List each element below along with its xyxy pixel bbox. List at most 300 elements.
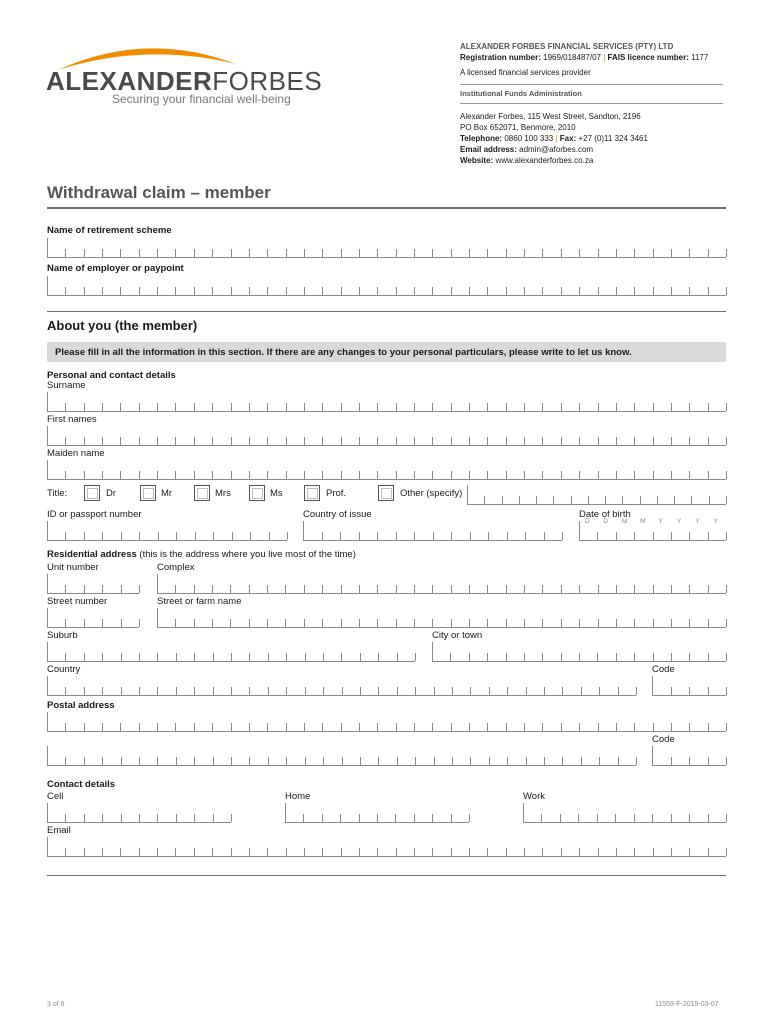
comb-divider [708,687,709,695]
comb-divider [286,437,287,445]
comb-divider [487,619,488,627]
comb-divider [488,532,489,540]
comb-divider [249,687,250,695]
comb-divider [524,287,525,295]
comb-divider [286,471,287,479]
comb-divider [708,437,709,445]
title-mr-label: Mr [161,488,173,499]
comb-divider [249,437,250,445]
id-number-label: ID or passport number [47,509,142,520]
comb-divider [553,496,554,504]
comb-divider [542,848,543,856]
comb-divider [469,814,470,822]
comb-divider [451,585,452,593]
company-division: Institutional Funds Administration [460,89,582,98]
comb-divider [212,848,213,856]
work-label: Work [523,791,545,802]
comb-divider [432,287,433,295]
comb-divider [249,723,250,731]
comb-divider [304,403,305,411]
comb-divider [524,403,525,411]
comb-divider [120,287,121,295]
comb-divider [652,814,653,822]
comb-divider [487,403,488,411]
comb-divider [689,437,690,445]
contact-heading: Contact details [47,779,116,790]
company-telephone: Telephone: 0860 100 333 | Fax: +27 (0)11 324 3461 [460,134,648,143]
comb-divider [506,848,507,856]
comb-divider [120,471,121,479]
comb-divider [304,287,305,295]
company-website: Website: www.alexanderforbes.co.za [460,156,594,165]
comb-divider [102,532,103,540]
comb-divider [653,848,654,856]
comb-divider [726,848,727,856]
comb-divider [359,814,360,822]
comb-divider [65,437,66,445]
scheme-name-field[interactable] [47,238,726,258]
comb-divider [470,687,471,695]
comb-divider [653,532,654,540]
comb-divider [451,619,452,627]
first-names-field[interactable] [47,426,726,446]
comb-divider [249,403,250,411]
comb-divider [322,287,323,295]
comb-divider [212,585,213,593]
comb-divider [726,532,727,540]
comb-divider [175,249,176,257]
dob-hint-letter: D [585,518,590,525]
comb-divider [689,471,690,479]
comb-divider [286,653,287,661]
comb-divider [377,287,378,295]
comb-divider [102,437,103,445]
comb-divider [231,687,232,695]
comb-divider [506,287,507,295]
comb-divider [212,619,213,627]
comb-divider [726,287,727,295]
comb-divider [157,653,158,661]
comb-divider [598,249,599,257]
comb-divider [598,437,599,445]
comb-divider [268,757,269,765]
comb-divider [689,757,690,765]
comb-divider [415,757,416,765]
comb-divider [102,403,103,411]
comb-divider [341,249,342,257]
comb-divider [433,532,434,540]
comb-divider [726,437,727,445]
comb-divider [194,249,195,257]
comb-divider [102,471,103,479]
comb-divider [213,653,214,661]
comb-divider [579,585,580,593]
comb-divider [434,687,435,695]
comb-divider [708,848,709,856]
title-dr-checkbox[interactable] [84,485,100,501]
comb-divider [342,687,343,695]
complex-field[interactable] [157,574,726,594]
comb-divider [359,585,360,593]
comb-divider [689,403,690,411]
dob-hint-letter: M [640,518,646,525]
comb-divider [359,532,360,540]
comb-divider [726,471,727,479]
comb-divider [139,471,140,479]
comb-divider [157,687,158,695]
comb-divider [120,723,121,731]
id-number-field[interactable] [47,521,287,541]
suburb-field[interactable] [47,642,415,662]
company-name: ALEXANDER FORBES FINANCIAL SERVICES (PTY) LTD [460,42,674,51]
comb-divider [616,249,617,257]
comb-divider [267,437,268,445]
comb-divider [65,287,66,295]
comb-divider [616,653,617,661]
comb-divider [671,848,672,856]
comb-divider [616,287,617,295]
comb-divider [194,687,195,695]
country-field[interactable] [47,676,636,696]
comb-divider [689,653,690,661]
comb-divider [689,848,690,856]
comb-divider [708,814,709,822]
comb-divider [450,653,451,661]
postal-line-2-field[interactable] [47,746,636,766]
comb-divider [562,687,563,695]
comb-divider [65,723,66,731]
comb-divider [249,249,250,257]
comb-divider [636,757,637,765]
comb-divider [674,496,675,504]
comb-divider [469,723,470,731]
comb-divider [487,848,488,856]
comb-divider [671,437,672,445]
comb-divider [84,287,85,295]
comb-divider [304,249,305,257]
comb-divider [506,437,507,445]
city-field[interactable] [432,642,726,662]
title-label: Title: [47,488,68,499]
comb-divider [359,471,360,479]
comb-divider [194,723,195,731]
comb-divider [616,723,617,731]
comb-divider [578,814,579,822]
comb-divider [708,287,709,295]
street-number-label: Street number [47,596,108,607]
comb-divider [708,619,709,627]
comb-divider [139,249,140,257]
comb-divider [65,403,66,411]
comb-divider [598,619,599,627]
dob-hint-letter: Y [695,518,700,525]
comb-divider [396,437,397,445]
home-field[interactable] [285,803,469,823]
dob-hint-letter: Y [713,518,718,525]
comb-divider [470,532,471,540]
employer-label: Name of employer or paypoint [47,263,184,274]
comb-divider [671,653,672,661]
comb-divider [267,287,268,295]
comb-divider [653,723,654,731]
postal-code-field[interactable] [652,746,726,766]
comb-divider [232,532,233,540]
comb-divider [519,496,520,504]
comb-divider [84,403,85,411]
comb-divider [597,532,598,540]
comb-divider [287,532,288,540]
comb-divider [507,532,508,540]
comb-divider [542,653,543,661]
comb-divider [139,687,140,695]
residential-code-field[interactable] [652,676,726,696]
comb-divider [84,848,85,856]
comb-divider [323,653,324,661]
comb-divider [506,723,507,731]
comb-divider [267,619,268,627]
residential-code-label: Code [652,664,675,675]
comb-divider [544,687,545,695]
date-of-birth-label: Date of birth [579,509,631,520]
comb-divider [194,471,195,479]
title-prof-checkbox[interactable] [304,485,320,501]
comb-divider [536,496,537,504]
residential-heading: Residential address (this is the address where you live most of the time) [47,549,356,560]
comb-divider [359,437,360,445]
comb-divider [622,496,623,504]
logo-tagline: Securing your financial well-being [112,92,291,106]
comb-divider [689,687,690,695]
comb-divider [305,653,306,661]
comb-divider [120,848,121,856]
comb-divider [634,585,635,593]
comb-divider [451,403,452,411]
comb-divider [502,496,503,504]
comb-divider [708,249,709,257]
comb-divider [84,619,85,627]
comb-divider [507,757,508,765]
comb-divider [634,532,635,540]
comb-divider [322,532,323,540]
comb-divider [544,757,545,765]
comb-divider [175,585,176,593]
comb-divider [451,723,452,731]
comb-divider [121,619,122,627]
title-mrs-checkbox[interactable] [194,485,210,501]
comb-divider [689,532,690,540]
comb-divider [452,757,453,765]
dob-hint-letter: D [603,518,609,525]
comb-divider [377,532,378,540]
comb-divider [176,814,177,822]
comb-divider [506,471,507,479]
comb-divider [304,471,305,479]
postal-line-1-field[interactable] [47,712,726,732]
comb-divider [377,814,378,822]
comb-divider [432,471,433,479]
comb-divider [708,532,709,540]
comb-divider [726,723,727,731]
comb-divider [102,814,103,822]
comb-divider [396,723,397,731]
comb-divider [618,687,619,695]
comb-divider [157,437,158,445]
comb-divider [139,437,140,445]
email-field[interactable] [47,837,726,857]
comb-divider [616,403,617,411]
comb-divider [689,814,690,822]
comb-divider [689,585,690,593]
comb-divider [175,723,176,731]
employer-name-field[interactable] [47,276,726,296]
comb-divider [231,471,232,479]
comb-divider [212,287,213,295]
comb-divider [139,585,140,593]
comb-divider [121,653,122,661]
comb-divider [213,757,214,765]
title-mr-checkbox[interactable] [140,485,156,501]
comb-divider [322,848,323,856]
comb-divider [250,532,251,540]
comb-divider [120,403,121,411]
comb-divider [157,723,158,731]
comb-divider [414,585,415,593]
comb-divider [671,249,672,257]
date-of-birth-field[interactable] [579,521,726,541]
title-mrs-label: Mrs [215,488,231,499]
comb-divider [139,814,140,822]
home-label: Home [285,791,311,802]
comb-divider [396,249,397,257]
comb-divider [597,814,598,822]
comb-divider [561,653,562,661]
title-ms-checkbox[interactable] [249,485,265,501]
comb-divider [84,687,85,695]
comb-divider [359,249,360,257]
comb-divider [396,532,397,540]
comb-divider [341,848,342,856]
comb-divider [579,403,580,411]
comb-divider [541,814,542,822]
comb-divider [231,653,232,661]
comb-divider [84,249,85,257]
comb-divider [213,687,214,695]
comb-divider [561,723,562,731]
comb-divider [542,471,543,479]
comb-divider [726,653,727,661]
comb-divider [634,249,635,257]
comb-divider [726,249,727,257]
comb-divider [139,532,140,540]
comb-divider [377,723,378,731]
comb-divider [102,653,103,661]
personal-heading: Personal and contact details [47,370,176,381]
country-of-issue-field[interactable] [303,521,562,541]
comb-divider [120,249,121,257]
comb-divider [377,403,378,411]
comb-divider [267,403,268,411]
comb-divider [102,723,103,731]
comb-divider [249,585,250,593]
postal-code-label: Code [652,734,675,745]
comb-divider [139,653,140,661]
comb-divider [121,585,122,593]
work-field[interactable] [523,803,726,823]
comb-divider [599,757,600,765]
comb-divider [158,532,159,540]
comb-divider [451,249,452,257]
email-label: Email [47,825,71,836]
comb-divider [671,814,672,822]
comb-divider [157,814,158,822]
comb-divider [561,585,562,593]
comb-divider [249,653,250,661]
comb-divider [616,619,617,627]
comb-divider [342,757,343,765]
street-name-label: Street or farm name [157,596,242,607]
comb-divider [597,653,598,661]
comb-divider [102,848,103,856]
unit-number-field[interactable] [47,574,139,594]
street-name-field[interactable] [157,608,726,628]
comb-divider [487,723,488,731]
comb-divider [415,653,416,661]
comb-divider [230,585,231,593]
comb-divider [323,687,324,695]
comb-divider [726,814,727,822]
maiden-name-field[interactable] [47,460,726,480]
comb-divider [561,403,562,411]
comb-divider [524,619,525,627]
comb-divider [84,723,85,731]
comb-divider [657,496,658,504]
comb-divider [542,585,543,593]
comb-divider [286,249,287,257]
about-instruction: Please fill in all the information in this section. If there are any changes to your personal particulars, please write to let us know. [47,342,726,362]
title-other-field[interactable] [467,485,726,505]
street-number-field[interactable] [47,608,139,628]
comb-divider [487,585,488,593]
comb-divider [414,403,415,411]
comb-divider [175,287,176,295]
cell-field[interactable] [47,803,231,823]
comb-divider [598,848,599,856]
comb-divider [377,471,378,479]
comb-divider [634,814,635,822]
scheme-label: Name of retirement scheme [47,225,172,236]
comb-divider [65,249,66,257]
comb-divider [634,653,635,661]
comb-divider [175,437,176,445]
title-other-checkbox[interactable] [378,485,394,501]
comb-divider [176,757,177,765]
comb-divider [286,757,287,765]
comb-divider [396,403,397,411]
comb-divider [176,653,177,661]
comb-divider [157,757,158,765]
comb-divider [484,496,485,504]
comb-divider [304,619,305,627]
comb-divider [653,653,654,661]
comb-divider [524,249,525,257]
comb-divider [542,287,543,295]
comb-divider [616,585,617,593]
comb-divider [561,287,562,295]
surname-field[interactable] [47,392,726,412]
comb-divider [341,585,342,593]
comb-divider [322,723,323,731]
comb-divider [415,687,416,695]
